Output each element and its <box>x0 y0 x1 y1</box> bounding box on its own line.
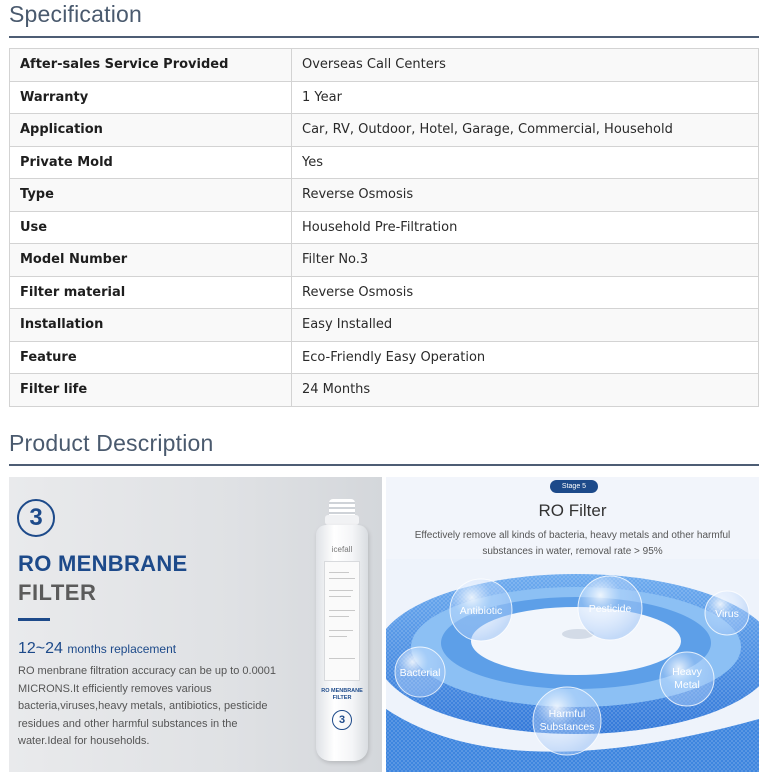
cartridge-neck <box>325 515 359 525</box>
cartridge-brand: icefall <box>331 545 353 554</box>
bubble-virus <box>705 591 749 635</box>
spec-value: Car, RV, Outdoor, Hotel, Garage, Commercial, Household <box>292 114 759 147</box>
bubble-pesticide <box>578 576 642 640</box>
spec-row <box>10 374 759 407</box>
spec-row <box>10 146 759 179</box>
spec-key: Private Mold <box>10 146 292 179</box>
specification-heading: Specification <box>9 1 143 27</box>
filter-cartridge <box>312 499 372 764</box>
spec-key: Type <box>10 179 292 212</box>
spec-value: Eco-Friendly Easy Operation <box>292 341 759 374</box>
cartridge-body <box>316 525 368 761</box>
spec-row <box>10 81 759 114</box>
spec-value: Household Pre-Filtration <box>292 211 759 244</box>
spec-key: Filter material <box>10 276 292 309</box>
spec-value: Filter No.3 <box>292 244 759 277</box>
label-line <box>329 578 355 579</box>
spec-value: 1 Year <box>292 81 759 114</box>
cartridge-stage-number: 3 <box>332 710 352 730</box>
bubble-antibiotic <box>450 579 512 641</box>
membrane-illustration <box>386 559 759 772</box>
spec-row <box>10 211 759 244</box>
replacement-months-number: 12~24 <box>18 640 63 657</box>
bubble-label: Pesticide <box>588 603 632 615</box>
spec-row <box>10 114 759 147</box>
title-underline <box>18 618 50 621</box>
label-line <box>329 590 353 591</box>
stage-pill: Stage 5 <box>550 480 598 493</box>
bubble-label: Antibiotic <box>459 605 503 617</box>
label-line <box>329 616 349 617</box>
bubble-label: Virus <box>715 608 739 620</box>
spec-value: Easy Installed <box>292 309 759 342</box>
spec-key: Model Number <box>10 244 292 277</box>
product-description-text: RO menbrane filtration accuracy can be up to 0.0001 MICRONS.It efficiently removes various bacteria,viruses,heavy metals, antibiotics, pesticide residues and other harmful substances in the water.Ideal for households. <box>18 665 277 747</box>
spec-value: Reverse Osmosis <box>292 179 759 212</box>
spec-key: Application <box>10 114 292 147</box>
spec-row <box>10 309 759 342</box>
spec-row <box>10 244 759 277</box>
stage-number-badge: 3 <box>17 499 55 537</box>
bubble-label: Bacterial <box>399 667 441 679</box>
cartridge-product-name: RO MENBRANE FILTER <box>321 688 363 701</box>
label-line <box>329 596 351 597</box>
bubble-heavy-metal <box>660 652 714 706</box>
spec-key: After-sales Service Provided <box>10 49 292 82</box>
label-line <box>329 572 349 573</box>
bubble-label: Harmful Substances <box>539 708 595 733</box>
spec-key: Filter life <box>10 374 292 407</box>
spec-value: Yes <box>292 146 759 179</box>
ro-membrane-filter-image <box>9 477 382 772</box>
label-line <box>329 658 355 659</box>
cartridge-label-sheet <box>324 561 360 681</box>
label-line <box>329 630 353 631</box>
spec-value: Overseas Call Centers <box>292 49 759 82</box>
ro-filter-subtitle: Effectively remove all kinds of bacteria, heavy metals and other harmful substances in water, removal rate > 95% <box>414 530 731 557</box>
label-line <box>329 636 347 637</box>
ro-filter-title: RO Filter <box>538 501 607 520</box>
spec-row <box>10 179 759 212</box>
spec-key: Warranty <box>10 81 292 114</box>
spec-value: 24 Months <box>292 374 759 407</box>
replacement-months-text: months replacement <box>67 642 177 656</box>
bubble-label: Heavy Metal <box>672 666 702 691</box>
spec-value: Reverse Osmosis <box>292 276 759 309</box>
spec-row <box>10 341 759 374</box>
spec-key: Feature <box>10 341 292 374</box>
ro-filter-stage-image <box>386 477 759 772</box>
spec-key: Installation <box>10 309 292 342</box>
product-description-divider <box>9 464 759 466</box>
bubble-bacterial <box>395 647 445 697</box>
specification-table <box>9 48 759 407</box>
product-title-line2: FILTER <box>18 580 97 605</box>
spec-row <box>10 276 759 309</box>
product-title-line1: RO MENBRANE <box>18 551 188 576</box>
bubble-harmful-substances <box>533 687 601 755</box>
spec-row <box>10 49 759 82</box>
product-description-heading: Product Description <box>9 430 214 456</box>
label-line <box>329 610 355 611</box>
specification-divider <box>9 36 759 38</box>
spec-key: Use <box>10 211 292 244</box>
replacement-period <box>18 640 176 658</box>
